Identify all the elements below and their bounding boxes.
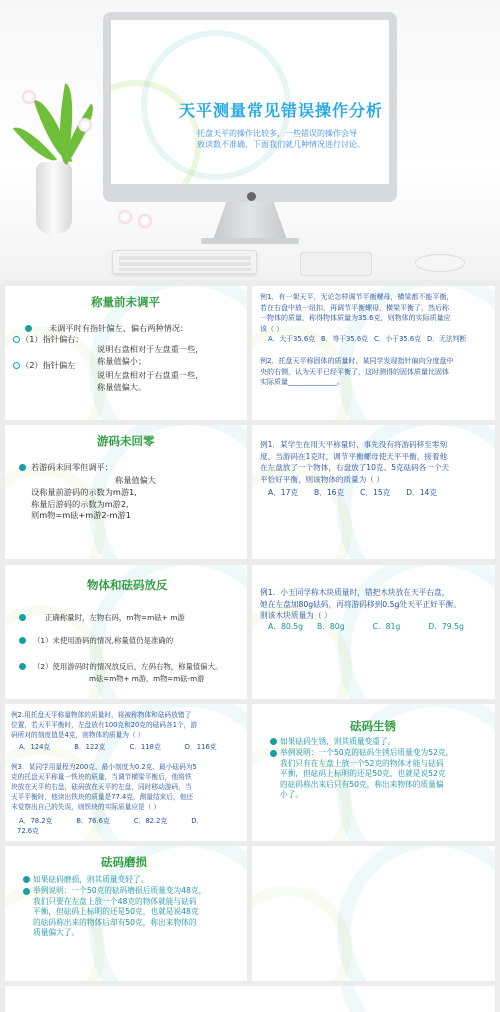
example-text: [33, 886, 206, 939]
case-label: （1）指针偏右：: [21, 334, 84, 344]
bullet-icon: [270, 750, 277, 757]
hero-subtitle-line: 托盘天平的操作比较多，一些错误的操作会导: [197, 129, 357, 138]
slide-next-partial: [5, 986, 495, 1012]
monitor: [103, 12, 397, 202]
body-text: 若游码未回零但调平：: [31, 462, 113, 472]
option-a: A．124克: [19, 743, 51, 751]
slide-examples-uncalibrated: [252, 286, 495, 420]
body-text: 称量值偏大: [115, 475, 156, 485]
example-line: 的砝码称出来的物体后却有50克，称出来物体的: [33, 917, 197, 927]
bullet-icon: [23, 876, 30, 883]
formula-line: 称量后游码的示数为m游2,: [31, 498, 129, 509]
case-desc-line: 称量值偏大。: [97, 381, 147, 392]
slide-rider-not-zeroed: [5, 425, 247, 559]
bullet-icon: [13, 336, 20, 343]
question-line: 例3．某同学用量程为200克、最小刻度为0.2克、最小砝码为5: [11, 763, 197, 771]
example-line: 小了。: [280, 790, 304, 799]
slide-examples-swapped-2: [5, 704, 247, 841]
example-line: 平衡，但砝码上标明的还是50克，也就是说52克: [280, 769, 446, 778]
hero-subtitle-line: 致读数不准确，下面我们就几种情况进行讨论。: [197, 140, 365, 149]
bullet-icon: [13, 362, 20, 369]
slide-rusty-weight: [252, 704, 495, 841]
bullet-icon: [19, 637, 26, 644]
question-line: 例2.用托盘天平称量物体的质量时，将被称物体和砝码放错了: [11, 711, 192, 719]
question-2: [11, 710, 197, 740]
question-line: 该（ ）: [260, 324, 284, 333]
formula-line: 则m物=m砝+m游2-m游1: [31, 510, 131, 520]
question-line: 平恰好平衡，则该物体的质量为（ ）: [260, 474, 384, 484]
body-text: 如果砝码生锈，则其质量变重了。: [280, 737, 396, 746]
question-line: 一物体的质量，称得物体质量为35.6克，则物体的实际质量应: [260, 314, 451, 322]
flower: [138, 214, 152, 228]
question-line: 她在左盘加80g砝码，再将游码移到0.5g处天平正好平衡。: [260, 599, 461, 609]
slide-title: 物体和砝码放反: [87, 578, 168, 592]
slide-swapped-pans: [5, 565, 247, 699]
monitor-stand-base: [201, 238, 299, 244]
example-line: 举例说明：一个50克的砝码磨损后质量变为48克，: [33, 886, 207, 895]
slide-worn-weight: [5, 846, 247, 981]
question-line: 则该木块质量为（ ）: [260, 611, 332, 620]
question-line: 未觉察出自己的失误，则铁块的实际质量应是（ ）: [11, 803, 161, 811]
option-b: B．等于35.6克: [320, 335, 368, 343]
question-line: 实际质量______________。: [260, 378, 344, 386]
flower: [22, 90, 36, 104]
option-a: A．大于35.6克: [268, 335, 315, 343]
option-a: A．78.2克: [19, 817, 53, 825]
question-1: [260, 292, 453, 334]
slide-example-swapped: [252, 565, 495, 699]
body-text: （2）使用游码时的情况放反后，左码右物，称量值偏大。: [33, 662, 223, 671]
slide-uncalibrated: [5, 286, 247, 420]
monitor-stand: [213, 202, 287, 240]
body-text: 如果砝码磨损，则其质量变轻了。: [33, 875, 149, 884]
question-line: 位置，若天平平衡时，左盘放有100克和20克的砝码各1个，游: [11, 721, 198, 729]
case-desc-line: 称量值偏小；: [97, 355, 147, 366]
bullet-icon: [270, 738, 277, 745]
case-desc-line: 说明左盘相对于右盘重一些，: [97, 370, 204, 380]
example-line: 我们只有在左盘上放一个52克的物体才能与砝码: [280, 758, 444, 768]
flower: [78, 118, 92, 132]
question-line: 块放在天平的右盘，砝码放在天平的左盘，同时移动游码，当: [11, 783, 192, 791]
question-line: 例2．托盘天平称固体的质量时，某同学发现指针偏向分度盘中: [260, 357, 454, 365]
option-b: B．16克: [314, 488, 345, 497]
option-a: A．17克: [268, 488, 299, 497]
question-line: 码所对的刻度值是4克，则物体的质量为（ ）: [11, 731, 145, 739]
apple-logo-icon: [247, 192, 256, 201]
answer-options: [268, 334, 466, 346]
example-line: 我们只要在左盘上放一个48克的物体就能与砝码: [33, 896, 197, 906]
body-text: （1）未使用游码的情况,称量值仍是准确的: [33, 636, 174, 645]
slide-example-rider: [252, 425, 495, 559]
question-line: 度，当游码在1克时，调节平衡螺母使天平平衡，接着他: [260, 451, 448, 461]
question-line: 例1．某学生在用天平称量时，事先没有将游码移至零刻: [260, 440, 448, 449]
option-b: B．80g: [316, 622, 345, 631]
option-c: C．118克: [129, 743, 161, 751]
question-1: [260, 439, 449, 485]
bullet-icon: [23, 888, 30, 895]
option-d: D．14克: [406, 488, 437, 497]
example-line: 的砝码称出来后只有50克，称出来物体的质量偏: [280, 779, 444, 789]
mouse: [415, 254, 465, 272]
case-desc: [97, 370, 203, 393]
option-c: C．81g: [372, 622, 401, 631]
option-a: A．80.5g: [268, 622, 303, 631]
case-label: （2）指针偏左: [21, 360, 76, 370]
intro-text: 未调平时有指针偏左、偏右两种情况：: [49, 323, 189, 333]
question-line: 央的右侧，认为天平已经平衡了，这时测得的固体质量比固体: [260, 367, 449, 376]
bullet-icon: [19, 663, 26, 670]
formula-text: m砝=m物+ m游，m物=m砝-m游: [89, 674, 205, 683]
question-line: 例1．有一架天平，无论怎样调节平衡螺母，横梁都不能平衡，: [260, 293, 454, 301]
question-line: 在左盘放了一个物体，右盘放了10克、5克砝码各一个天: [260, 463, 450, 472]
flower: [118, 210, 132, 224]
body-text: 正确称量时，左物右码，m物=m砝+ m游: [45, 613, 185, 622]
answer-options: [268, 487, 437, 499]
question-line: 天平平衡时，他读出铁块的质量是77.4克，测量结束后，他还: [11, 793, 194, 801]
answer-options: [19, 742, 217, 754]
answer-options: [19, 816, 203, 828]
option-b: B．76.6克: [76, 817, 110, 825]
bullet-icon: [19, 614, 26, 621]
option-c: C．82.2克: [133, 817, 168, 825]
slide-blank: [252, 846, 495, 981]
option-d-value: 72.6克: [17, 827, 39, 835]
keyboard: [112, 250, 257, 274]
question-line: 例1．小玉同学称木块质量时，错把木块放在天平右盘，: [260, 588, 450, 597]
example-line: 质量偏大了。: [33, 928, 80, 937]
option-c: C．小于35.6克: [373, 335, 422, 343]
trackpad: [300, 252, 372, 276]
option-d: D．无法判断: [427, 335, 467, 343]
bullet-icon: [19, 464, 26, 471]
vase: [36, 162, 72, 234]
slide-title: 砝码磨损: [101, 855, 147, 869]
question-2: [260, 356, 453, 388]
formula-block: [31, 487, 137, 522]
question-3: [11, 762, 197, 812]
hero-subtitle: [197, 128, 387, 150]
example-line: 举例说明：一个50克的砝码生锈后质量变为52克，: [280, 748, 454, 757]
option-c: C．15克: [360, 488, 391, 497]
answer-options: [268, 621, 464, 633]
example-line: 平衡，但砝码上标明的还是50克，也就是说48克: [33, 907, 199, 916]
option-d: D．116克: [184, 743, 217, 751]
monitor-screen: [111, 20, 389, 184]
question-1: [260, 587, 461, 622]
option-d: D．79.5g: [428, 622, 464, 631]
slide-title: 称量前未调平: [91, 295, 160, 309]
formula-line: 设称量前游码的示数为m游1,: [31, 487, 137, 497]
slide-title: 砝码生锈: [350, 719, 396, 733]
option-d: D．: [191, 817, 204, 825]
question-line: 克的托盘天平称量一铁块的质量，当调节横梁平衡后，他将铁: [11, 773, 192, 781]
slide-title: 游码未回零: [97, 434, 155, 448]
case-desc-line: 说明右盘相对于左盘重一些，: [97, 344, 204, 354]
case-desc: [97, 344, 203, 367]
bullet-icon: [25, 325, 32, 332]
example-text: [280, 748, 453, 801]
hero-title: 天平测量常见错误操作分析: [179, 101, 384, 120]
question-line: 若在右盘中放一纽扣，再调节平衡螺母，横梁平衡了，然后称: [260, 303, 449, 312]
option-b: B．122克: [74, 743, 106, 751]
hero-banner: [0, 0, 500, 280]
